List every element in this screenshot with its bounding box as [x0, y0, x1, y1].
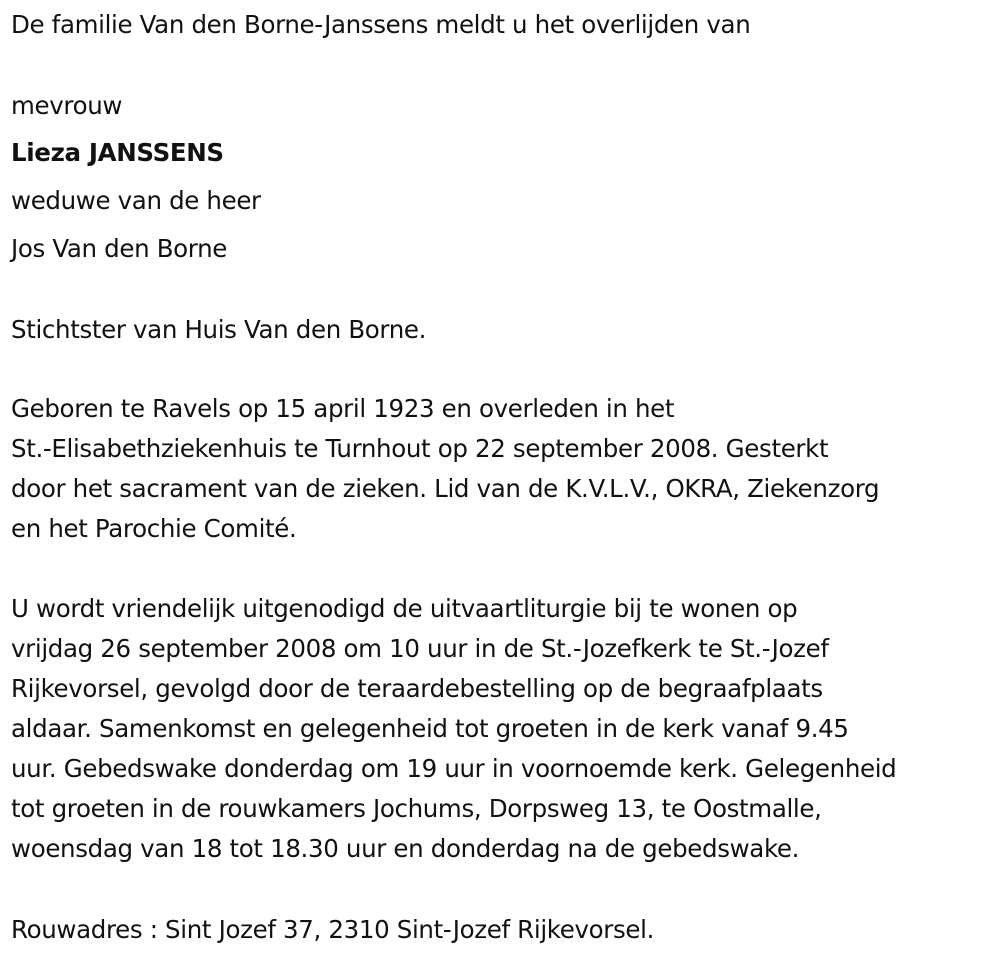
spouse-name: Jos Van den Borne — [11, 234, 227, 263]
funeral-line: uur. Gebedswake donderdag om 19 uur in voornoemde kerk. Gelegenheid — [11, 754, 897, 783]
biography-line: en het Parochie Comité. — [11, 514, 297, 543]
biography-paragraph — [11, 389, 996, 549]
biography-line: St.-Elisabethziekenhuis te Turnhout op 22 september 2008. Gesterkt — [11, 434, 829, 463]
biography-line: door het sacrament van de zieken. Lid van de K.V.L.V., OKRA, Ziekenzorg — [11, 474, 880, 503]
funeral-paragraph — [11, 589, 996, 869]
funeral-line: tot groeten in de rouwkamers Jochums, Dorpsweg 13, te Oostmalle, — [11, 794, 822, 823]
funeral-line: woensdag van 18 tot 18.30 uur en donderdag na de gebedswake. — [11, 834, 800, 863]
funeral-line: Rijkevorsel, gevolgd door de teraardebestelling op de begraafplaats — [11, 674, 823, 703]
deceased-name: Lieza JANSSENS — [11, 138, 224, 167]
funeral-line: aldaar. Samenkomst en gelegenheid tot groeten in de kerk vanaf 9.45 — [11, 714, 849, 743]
honorific: mevrouw — [11, 91, 123, 120]
funeral-line: vrijdag 26 september 2008 om 10 uur in de St.-Jozefkerk te St.-Jozef — [11, 634, 829, 663]
funeral-line: U wordt vriendelijk uitgenodigd de uitvaartliturgie bij te wonen op — [11, 594, 798, 623]
founder-text: Stichtster van Huis Van den Borne. — [11, 315, 427, 344]
mourning-address: Rouwadres : Sint Jozef 37, 2310 Sint-Jozef Rijkevorsel. — [11, 915, 655, 944]
relation-text: weduwe van de heer — [11, 186, 261, 215]
biography-line: Geboren te Ravels op 15 april 1923 en overleden in het — [11, 394, 675, 423]
intro-text: De familie Van den Borne-Janssens meldt u het overlijden van — [11, 10, 751, 39]
